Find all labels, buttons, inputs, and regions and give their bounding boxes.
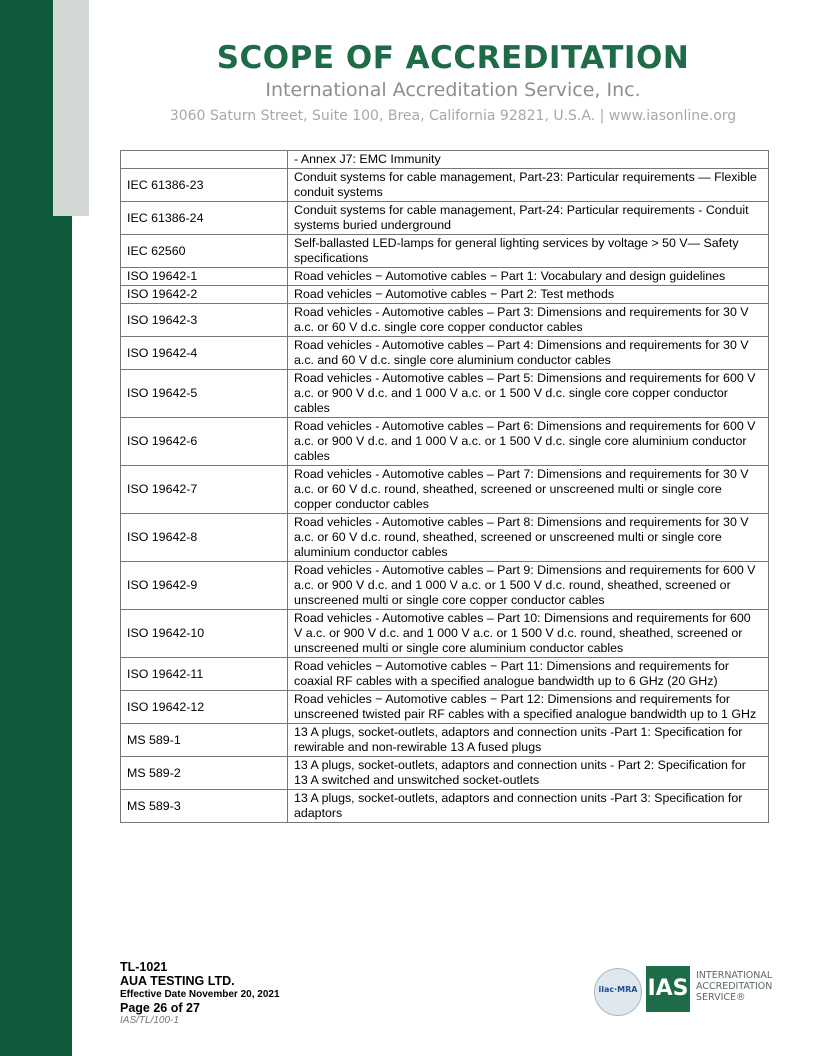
table-row: [121, 202, 769, 235]
table-row: [121, 610, 769, 658]
standard-cell: IEC 62560: [121, 235, 288, 268]
standard-cell: ISO 19642-6: [121, 418, 288, 466]
sidebar-accent: [53, 0, 89, 216]
table-row: [121, 658, 769, 691]
page-number: Page 26 of 27: [120, 1001, 200, 1015]
standard-cell: [121, 151, 288, 169]
standard-cell: IEC 61386-23: [121, 169, 288, 202]
description-cell: 13 A plugs, socket-outlets, adaptors and connection units -Part 3: Specification for adaptors: [288, 790, 769, 823]
tl-number: TL-1021: [120, 960, 168, 974]
standard-cell: ISO 19642-1: [121, 268, 288, 286]
ias-logo-name-line: SERVICE®: [696, 992, 746, 1003]
description-cell: Road vehicles - Automotive cables – Part 8: Dimensions and requirements for 30 V a.c. or 60 V d.c. round, sheathed, screened or unscreened multi or single core aluminium conductor cables: [288, 514, 769, 562]
table-row: [121, 370, 769, 418]
standard-cell: ISO 19642-8: [121, 514, 288, 562]
scope-table-body: [121, 151, 769, 823]
description-cell: 13 A plugs, socket-outlets, adaptors and connection units - Part 2: Specification for 13 A switched and unswitched socket-outlets: [288, 757, 769, 790]
description-cell: Conduit systems for cable management, Part-24: Particular requirements - Conduit systems buried underground: [288, 202, 769, 235]
table-row: [121, 562, 769, 610]
table-row: [121, 757, 769, 790]
table-row: [121, 151, 769, 169]
table-row: [121, 418, 769, 466]
description-cell: 13 A plugs, socket-outlets, adaptors and connection units -Part 1: Specification for rewirable and non-rewirable 13 A fused plugs: [288, 724, 769, 757]
page-title: SCOPE OF ACCREDITATION: [216, 40, 690, 76]
standard-cell: ISO 19642-7: [121, 466, 288, 514]
table-row: [121, 790, 769, 823]
description-cell: Conduit systems for cable management, Part-23: Particular requirements — Flexible conduit systems: [288, 169, 769, 202]
standard-cell: ISO 19642-11: [121, 658, 288, 691]
scope-table: [120, 150, 769, 823]
effective-date: Effective Date November 20, 2021: [120, 989, 280, 1000]
description-cell: Road vehicles - Automotive cables – Part 9: Dimensions and requirements for 600 V a.c. or 900 V d.c. and 1 000 V a.c. or 1 500 V d.c. round, sheathed, screened or unscreened multi or single core copper conductor cables: [288, 562, 769, 610]
standard-cell: MS 589-2: [121, 757, 288, 790]
description-cell: Road vehicles - Automotive cables – Part 4: Dimensions and requirements for 30 V a.c. and 60 V d.c. single core aluminium conductor cables: [288, 337, 769, 370]
standard-cell: MS 589-1: [121, 724, 288, 757]
ias-logo-name-line: INTERNATIONAL: [696, 970, 773, 981]
standard-cell: ISO 19642-12: [121, 691, 288, 724]
table-row: [121, 466, 769, 514]
description-cell: Self-ballasted LED-lamps for general lighting services by voltage > 50 V— Safety specifications: [288, 235, 769, 268]
description-cell: Road vehicles − Automotive cables − Part 12: Dimensions and requirements for unscreened twisted pair RF cables with a specified analogue bandwidth up to 1 GHz: [288, 691, 769, 724]
ilac-mra-logo: [594, 968, 642, 1016]
form-code: IAS/TL/100-1: [120, 1015, 179, 1026]
table-row: [121, 337, 769, 370]
table-row: [121, 268, 769, 286]
table-row: [121, 286, 769, 304]
standard-cell: ISO 19642-2: [121, 286, 288, 304]
description-cell: Road vehicles − Automotive cables − Part 2: Test methods: [288, 286, 769, 304]
ias-logo: IAS: [646, 966, 690, 1012]
table-row: [121, 169, 769, 202]
standard-cell: ISO 19642-3: [121, 304, 288, 337]
standard-cell: ISO 19642-9: [121, 562, 288, 610]
description-cell: Road vehicles - Automotive cables – Part 6: Dimensions and requirements for 600 V a.c. or 900 V d.c. and 1 000 V a.c. or 1 500 V d.c. single core aluminium conductor cables: [288, 418, 769, 466]
standard-cell: ISO 19642-4: [121, 337, 288, 370]
table-row: [121, 724, 769, 757]
organization-address: 3060 Saturn Street, Suite 100, Brea, California 92821, U.S.A. | www.iasonline.org: [169, 108, 737, 124]
company-name: AUA TESTING LTD.: [120, 974, 235, 988]
standard-cell: IEC 61386-24: [121, 202, 288, 235]
description-cell: Road vehicles - Automotive cables – Part 5: Dimensions and requirements for 600 V a.c. or 900 V d.c. and 1 000 V a.c. or 1 500 V d.c. single core copper conductor cables: [288, 370, 769, 418]
description-cell: Road vehicles − Automotive cables − Part 1: Vocabulary and design guidelines: [288, 268, 769, 286]
description-cell: Road vehicles - Automotive cables – Part 3: Dimensions and requirements for 30 V a.c. or 60 V d.c. single core copper conductor cables: [288, 304, 769, 337]
ilac-logo-text: ilac·MRA: [598, 985, 638, 994]
ias-logo-name-line: ACCREDITATION: [696, 981, 773, 992]
description-cell: Road vehicles - Automotive cables – Part 7: Dimensions and requirements for 30 V a.c. or 60 V d.c. round, sheathed, screened or unscreened multi or single core copper conductor cables: [288, 466, 769, 514]
organization-name: International Accreditation Service, Inc.: [265, 79, 641, 101]
description-cell: Road vehicles − Automotive cables − Part 11: Dimensions and requirements for coaxial RF cables with a specified analogue bandwidth up to 6 GHz (20 GHz): [288, 658, 769, 691]
table-row: [121, 235, 769, 268]
table-row: [121, 514, 769, 562]
standard-cell: ISO 19642-5: [121, 370, 288, 418]
table-row: [121, 691, 769, 724]
ias-logo-name: [696, 970, 786, 1003]
table-row: [121, 304, 769, 337]
description-cell: - Annex J7: EMC Immunity: [288, 151, 769, 169]
description-cell: Road vehicles - Automotive cables – Part 10: Dimensions and requirements for 600 V a.c. or 900 V d.c. and 1 000 V a.c. or 1 500 V d.c. round, sheathed, screened or unscreened multi or single core aluminium conductor cables: [288, 610, 769, 658]
standard-cell: ISO 19642-10: [121, 610, 288, 658]
page-footer: [120, 960, 280, 1027]
standard-cell: MS 589-3: [121, 790, 288, 823]
